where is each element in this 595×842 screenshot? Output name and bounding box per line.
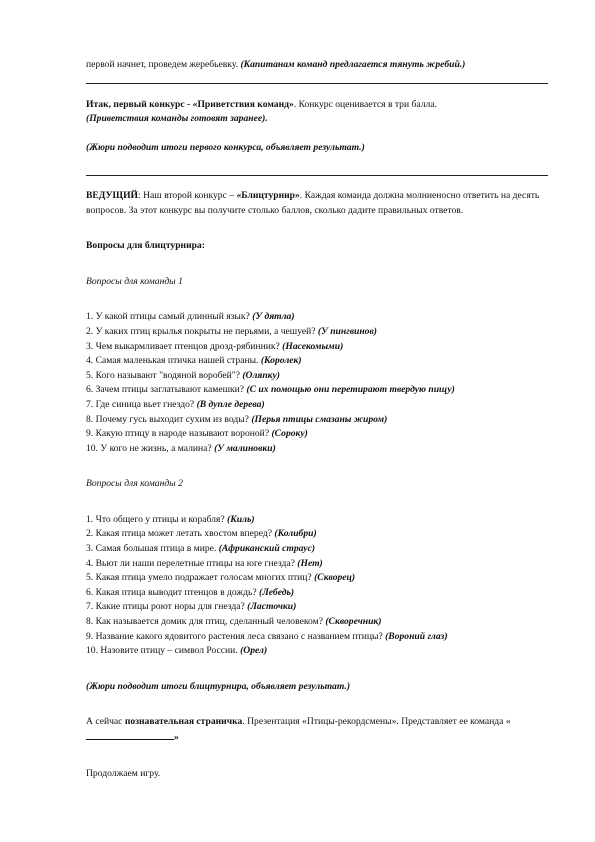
contest1-note: (Приветствия команды готовят заранее). [86, 113, 268, 125]
info-name: познавательная страничка [124, 716, 243, 728]
team-name-blank [86, 730, 174, 740]
team2-question: 7. Какие птицы роют норы для гнезда? (Ласточки) [86, 601, 297, 613]
document-page [86, 58, 548, 781]
team1-question: 3. Чем выкармливает птенцов дрозд-рябинник? (Насекомыми) [86, 340, 344, 352]
contest1-paragraph [86, 98, 548, 113]
contest1-name: «Приветствия команд» [192, 98, 294, 110]
host-label: ВЕДУЩИЙ [86, 189, 139, 201]
contest1-lead: Итак, первый конкурс - [86, 98, 193, 110]
contest2-paragraph [86, 189, 548, 218]
team1-question: 9. Какую птицу в народе называют вороной? (Сороку) [86, 428, 308, 440]
team2-question: 9. Название какого ядовитого растения леса связано с названием птицы? (Вороний глаз) [86, 630, 448, 642]
contest2-rest: . Каждая команда должна молниеносно ответить на десять вопросов. За этот конкурс вы получите столько баллов, сколько дадите правильных ответов. [86, 189, 540, 216]
team1-question-list [86, 310, 548, 456]
info-rest: . Презентация «Птицы-рекордсмены». Представляет ее команда « [242, 716, 511, 728]
info-page-paragraph [86, 715, 548, 745]
team1-question: 10. У кого не жизнь, а малина? (У малиновки) [86, 442, 276, 454]
team1-question: 6. Зачем птицы заглатывают камешки? (С их помощью они перетирают твердую пищу) [86, 384, 455, 396]
team1-question: 1. У какой птицы самый длинный язык? (У дятла) [86, 311, 295, 323]
contest2-lead: : Наш второй конкурс – [138, 189, 237, 201]
team2-heading: Вопросы для команды 2 [86, 478, 183, 490]
team2-question: 3. Самая большая птица в мире. (Африканский страус) [86, 543, 316, 555]
team2-question: 4. Вьют ли наши перелетные птицы на юге гнезда? (Нет) [86, 557, 323, 569]
team1-question: 7. Где синица вьет гнездо? (В дупле дерева) [86, 398, 265, 410]
contest1-jury: (Жюри подводит итоги первого конкурса, объявляет результат.) [86, 142, 365, 154]
team1-question: 4. Самая маленькая птичка нашей страны. (Королек) [86, 355, 302, 367]
team2-question: 8. Как называется домик для птиц, сделанный человеком? (Скворечник) [86, 616, 382, 628]
contest2-name: «Блицтурнир» [236, 189, 300, 201]
team1-question: 8. Почему гусь выходит сухим из воды? (Перья птицы смазаны жиром) [86, 413, 388, 425]
intro-note: (Капитанам команд предлагается тянуть жребий.) [240, 59, 466, 70]
team1-question: 2. У каких птиц крылья покрыты не перьями, а чешуей? (У пингвинов) [86, 325, 377, 337]
intro-text: первой начнет, проведем жеребьевку. [86, 59, 241, 70]
team2-question: 1. Что общего у птицы и корабля? (Киль) [86, 513, 255, 525]
info-lead: А сейчас [86, 716, 125, 728]
contest1-rest: . Конкурс оценивается в три балла. [293, 98, 437, 110]
info-close: » [174, 732, 179, 743]
team2-question: 2. Какая птица может летать хвостом вперед? (Колибри) [86, 528, 317, 540]
continue-text: Продолжаем игру. [86, 767, 161, 779]
intro-paragraph [86, 58, 548, 73]
team2-question: 5. Какая птица умело подражает голосам многих птиц? (Скворец) [86, 572, 356, 584]
team2-question-list [86, 513, 548, 659]
blitz-heading: Вопросы для блицтурнира: [86, 240, 205, 252]
team1-heading: Вопросы для команды 1 [86, 275, 183, 287]
team1-question: 5. Кого называют "водяной воробей"? (Оляпку) [86, 369, 280, 381]
blitz-jury: (Жюри подводит итоги блицтурнира, объявляет результат.) [86, 680, 351, 692]
team2-question: 10. Назовите птицу – символ России. (Орел) [86, 645, 268, 657]
team2-question: 6. Какая птица выводит птенцов в дождь? (Лебедь) [86, 586, 295, 598]
